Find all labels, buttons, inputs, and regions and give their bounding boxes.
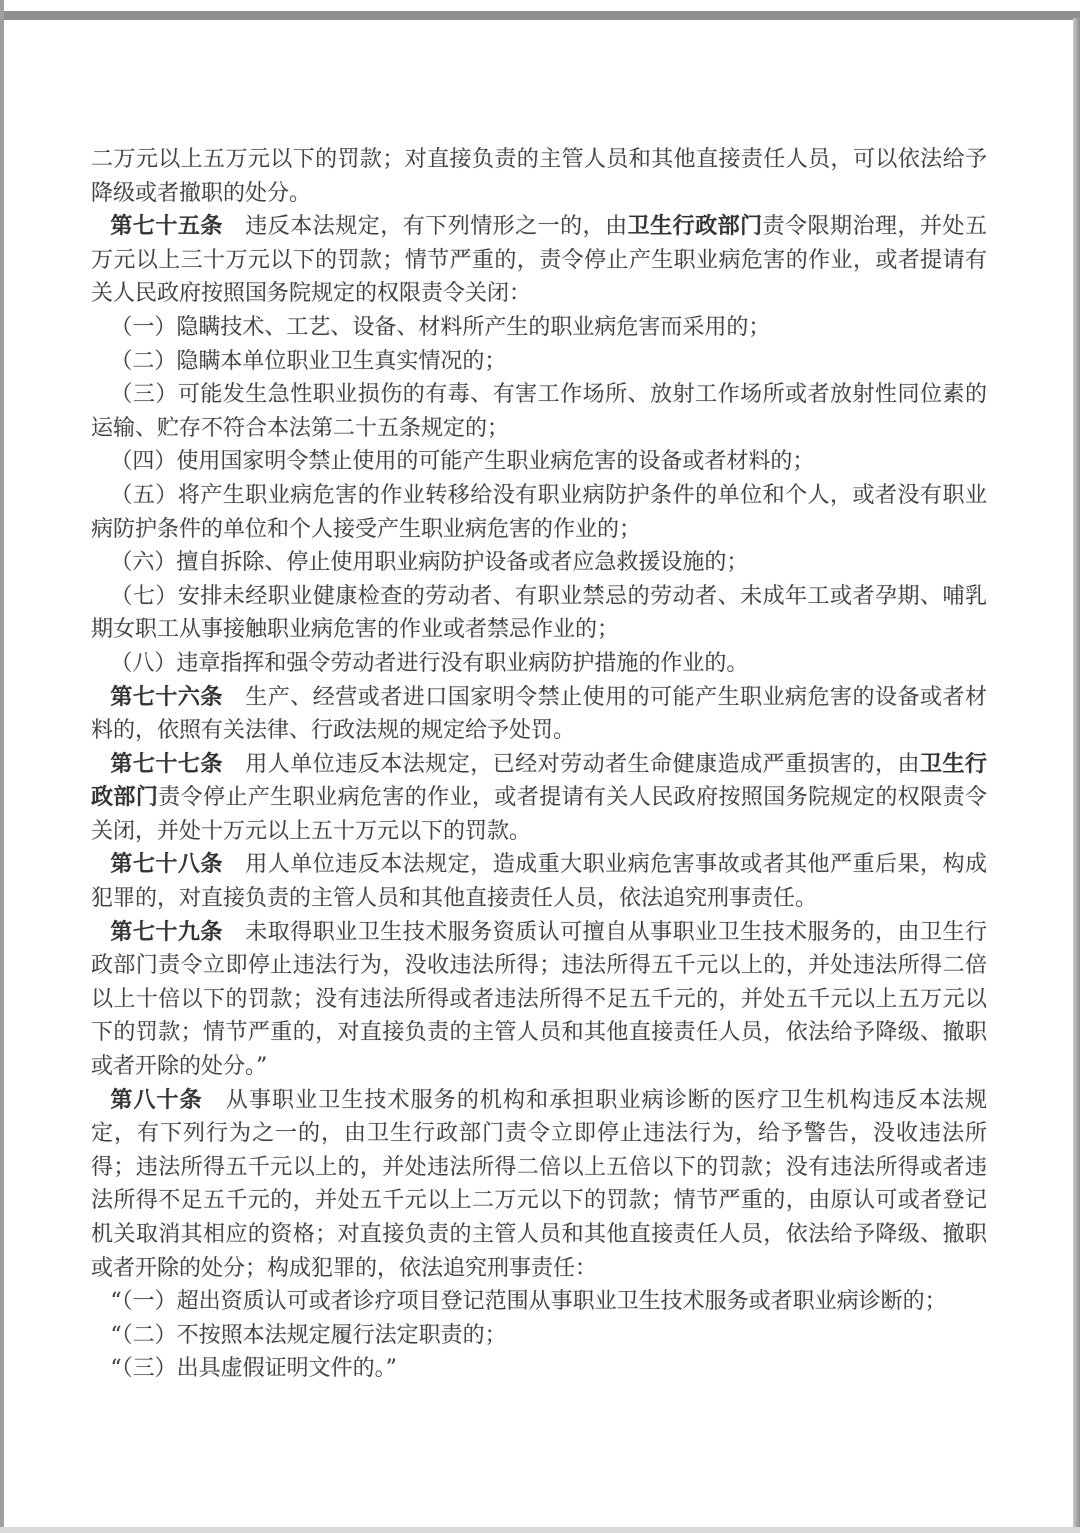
text-run: 责令停止产生职业病危害的作业，或者提请有关人民政府按照国务院规定的权限责令关闭，并处十万元以上五十万元以下的罚款。 — [91, 785, 987, 844]
paragraph — [91, 143, 987, 210]
paragraph — [91, 580, 987, 647]
paragraph — [91, 848, 987, 915]
document-text-block — [91, 143, 987, 1386]
page-edge-bottom — [0, 1527, 1080, 1533]
paragraph — [91, 1319, 987, 1353]
text-run: （六）擅自拆除、停止使用职业病防护设备或者应急救援设施的； — [110, 550, 749, 576]
paragraph — [91, 1352, 987, 1386]
text-run: （一）隐瞒技术、工艺、设备、材料所产生的职业病危害而采用的； — [110, 314, 771, 340]
bold-run: 第八十条 — [110, 1086, 203, 1113]
text-run: （三）可能发生急性职业损伤的有毒、有害工作场所、放射工作场所或者放射性同位素的运输、贮存不符合本法第二十五条规定的； — [91, 382, 987, 441]
paragraph — [91, 916, 987, 1084]
bold-run: 第七十八条 — [110, 851, 223, 878]
text-run: （二）隐瞒本单位职业卫生真实情况的； — [110, 348, 507, 374]
text-run: 用人单位违反本法规定，已经对劳动者生命健康造成严重损害的，由 — [222, 751, 920, 777]
text-run: 二万元以上五万元以下的罚款；对直接负责的主管人员和其他直接责任人员，可以依法给予降级或者撤职的处分。 — [91, 147, 987, 206]
text-run: “（三）出具虚假证明文件的。” — [110, 1356, 397, 1382]
text-run: “（二）不按照本法规定履行法定职责的； — [110, 1322, 507, 1348]
page-edge-top — [0, 11, 1080, 20]
paragraph — [91, 345, 987, 379]
bold-run: 第七十九条 — [110, 918, 223, 945]
text-run: 用人单位违反本法规定，造成重大职业病危害事故或者其他严重后果，构成犯罪的，对直接负责的主管人员和其他直接责任人员，依法追究刑事责任。 — [91, 852, 987, 912]
paragraph — [91, 681, 987, 748]
text-run: “（一）超出资质认可或者诊疗项目登记范围从事职业卫生技术服务或者职业病诊断的； — [110, 1289, 947, 1315]
text-run: 未取得职业卫生技术服务资质认可擅自从事职业卫生技术服务的，由卫生行政部门责令立即停止违法行为，没收违法所得；违法所得五千元以上的，并处违法所得二倍以上十倍以下的罚款；没有违法所得或者违法所得不足五千元的，并处五千元以上五万元以下的罚款；情节严重的，对直接负责的主管人员和其他直接责任人员，依法给予降级、撤职或者开除的处分。” — [91, 919, 987, 1080]
bold-run: 第七十六条 — [110, 683, 223, 710]
bold-run: 第七十五条 — [110, 213, 223, 240]
paragraph — [91, 1084, 987, 1286]
bold-run: 第七十七条 — [110, 750, 223, 777]
paragraph — [91, 546, 987, 580]
text-run: 违反本法规定，有下列情形之一的，由 — [222, 214, 628, 240]
paragraph — [91, 1285, 987, 1319]
bold-run: 卫生行政部门 — [627, 213, 763, 240]
paragraph — [91, 210, 987, 311]
paragraph — [91, 479, 987, 546]
paragraph — [91, 445, 987, 479]
paragraph — [91, 378, 987, 445]
text-run: 责令限期治理，并处五万元以上三十万元以下的罚款；情节严重的，责令停止产生职业病危害的作业，或者提请有关人民政府按照国务院规定的权限责令关闭： — [91, 214, 987, 307]
bold-run: 卫生行政部门 — [91, 750, 987, 811]
paragraph — [91, 647, 987, 681]
paragraph — [91, 748, 987, 849]
paragraph — [91, 311, 987, 345]
page-edge-right — [1073, 18, 1080, 1527]
text-run: （七）安排未经职业健康检查的劳动者、有职业禁忌的劳动者、未成年工或者孕期、哺乳期女职工从事接触职业病危害的作业或者禁忌作业的； — [91, 583, 987, 643]
text-run: （八）违章指挥和强令劳动者进行没有职业病防护措施的作业的。 — [110, 650, 749, 676]
text-run: （四）使用国家明令禁止使用的可能产生职业病危害的设备或者材料的； — [110, 449, 815, 475]
text-run: （五）将产生职业病危害的作业转移给没有职业病防护条件的单位和个人，或者没有职业病防护条件的单位和个人接受产生职业病危害的作业的； — [91, 482, 987, 542]
text-run: 从事职业卫生技术服务的机构和承担职业病诊断的医疗卫生机构违反本法规定，有下列行为之一的，由卫生行政部门责令立即停止违法行为，给予警告，没收违法所得；违法所得五千元以上的，并处违法所得二倍以上五倍以下的罚款；没有违法所得或者违法所得不足五千元的，并处五千元以上二万元以下的罚款；情节严重的，由原认可或者登记机关取消其相应的资格；对直接负责的主管人员和其他直接责任人员，依法给予降级、撤职或者开除的处分；构成犯罪的，依法追究刑事责任： — [91, 1087, 987, 1281]
page-edge-left — [0, 0, 4, 1527]
text-run: 生产、经营或者进口国家明令禁止使用的可能产生职业病危害的设备或者材料的，依照有关法律、行政法规的规定给予处罚。 — [91, 684, 987, 744]
